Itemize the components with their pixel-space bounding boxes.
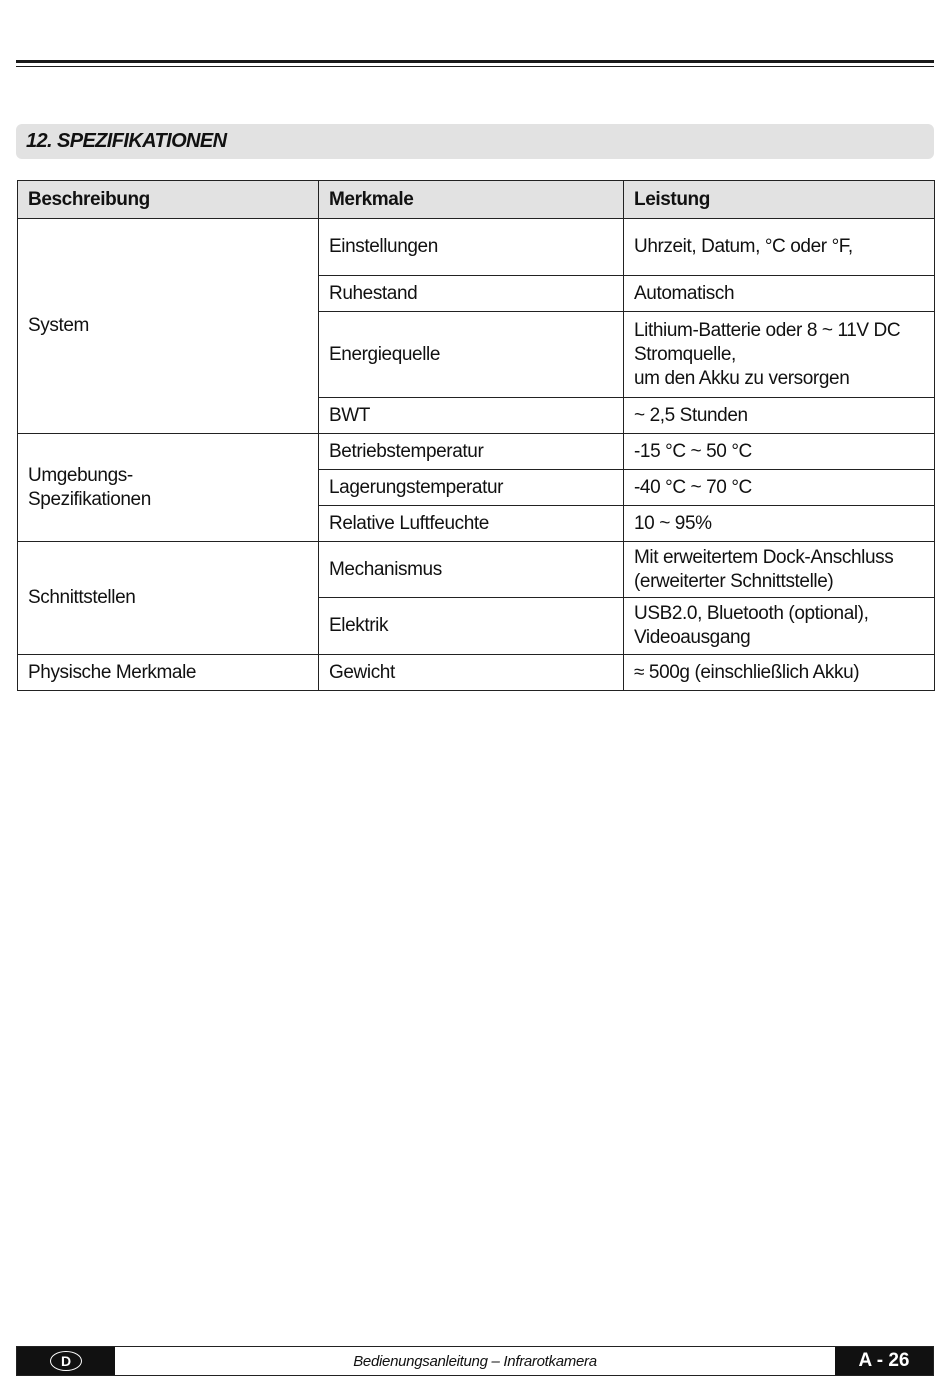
section-title: 12. SPEZIFIKATIONEN [26,130,227,152]
feature-cell: Energiequelle [319,312,624,398]
feature-cell: Gewicht [319,655,624,691]
country-code-badge: D [50,1351,82,1371]
feature-cell: Einstellungen [319,219,624,276]
feature-cell: Mechanismus [319,542,624,598]
performance-line: Stromquelle, [634,343,736,365]
performance-cell: -40 °C ~ 70 °C [624,470,935,506]
page-number: A - 26 [835,1347,933,1375]
performance-line: Lithium-Batterie oder 8 ~ 11V DC [634,319,901,341]
performance-line: Videoausgang [634,627,751,648]
performance-cell [624,598,935,655]
performance-cell [624,312,935,398]
column-header-description: Beschreibung [18,181,319,219]
description-line: Spezifikationen [28,488,151,510]
table-header-row [18,181,935,219]
header-rule-thick [16,60,934,63]
page-footer [16,1346,934,1376]
feature-cell: Elektrik [319,598,624,655]
performance-cell: ~ 2,5 Stunden [624,398,935,434]
performance-line: um den Akku zu versorgen [634,367,850,389]
performance-cell: ≈ 500g (einschließlich Akku) [624,655,935,691]
description-line: Umgebungs- [28,464,133,486]
performance-cell: -15 °C ~ 50 °C [624,434,935,470]
table-row [18,219,935,276]
footer-language-block [17,1347,115,1375]
performance-cell: Automatisch [624,276,935,312]
feature-cell: Betriebstemperatur [319,434,624,470]
performance-cell: Uhrzeit, Datum, °C oder °F, [624,219,935,276]
feature-cell: Lagerungstemperatur [319,470,624,506]
feature-cell: BWT [319,398,624,434]
header-rule-thin [16,66,934,67]
section-title-bar [16,124,934,159]
column-header-features: Merkmale [319,181,624,219]
performance-line: (erweiterter Schnittstelle) [634,570,834,592]
description-cell-physical: Physische Merkmale [18,655,319,691]
feature-cell: Ruhestand [319,276,624,312]
performance-line: USB2.0, Bluetooth (optional), [634,603,869,624]
performance-cell [624,542,935,598]
performance-line: Mit erweitertem Dock-Anschluss [634,546,894,568]
table-row [18,434,935,470]
description-cell-environment [18,434,319,542]
feature-cell: Relative Luftfeuchte [319,506,624,542]
description-cell-interfaces: Schnittstellen [18,542,319,655]
description-cell-system: System [18,219,319,434]
table-row [18,542,935,598]
specifications-table [17,180,935,691]
table-row [18,655,935,691]
performance-cell: 10 ~ 95% [624,506,935,542]
column-header-performance: Leistung [624,181,935,219]
footer-manual-title: Bedienungsanleitung – Infrarotkamera [353,1352,597,1370]
